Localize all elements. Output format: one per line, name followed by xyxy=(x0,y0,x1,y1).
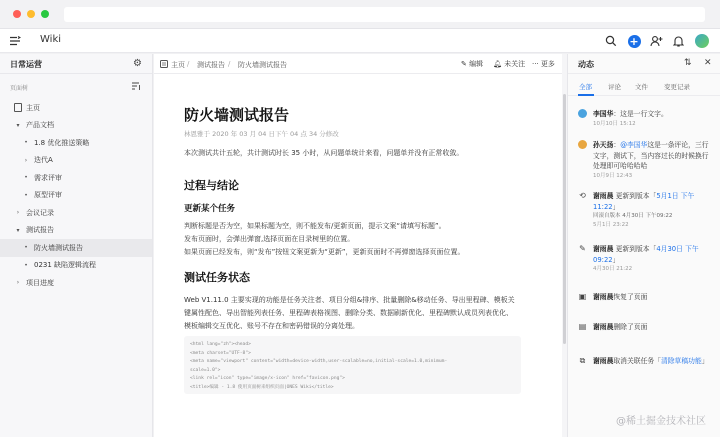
main-content xyxy=(154,54,567,437)
pencil-icon: ✎ xyxy=(461,60,467,68)
code-line: <html lang="zh"><head> xyxy=(190,342,251,347)
page-tree-item[interactable] xyxy=(0,134,152,152)
activity-action: 删除了页面 xyxy=(613,323,648,331)
activity-time: 10月10日 15:12 xyxy=(593,120,636,127)
page-tree-item-label: 测试报告 xyxy=(26,226,54,235)
window-titlebar xyxy=(0,0,720,29)
activity-action: 更新到版本「 xyxy=(615,192,657,200)
comment-text: ：这是一行文字。 xyxy=(613,110,668,118)
tab-comments[interactable]: 评论 xyxy=(608,83,621,91)
left-sidebar xyxy=(0,54,153,437)
page-tree xyxy=(0,99,152,292)
activity-body xyxy=(593,109,715,129)
page-tree-item[interactable] xyxy=(0,204,152,222)
page-tree-item[interactable] xyxy=(0,152,152,170)
section-heading-process: 过程与结论 xyxy=(184,179,239,192)
page-icon xyxy=(14,103,22,112)
breadcrumb-current: 防火墙测试报告 xyxy=(238,61,287,69)
menu-icon[interactable] xyxy=(9,35,21,47)
code-line: scale=1.0"> xyxy=(190,367,221,373)
breadcrumb-home-icon xyxy=(160,60,168,70)
history-icon: ⟲ xyxy=(579,191,586,200)
page-tree-item-label: 0231 缺陷逻辑流程 xyxy=(34,261,97,270)
sort-tree-icon[interactable] xyxy=(132,82,141,92)
version-link[interactable]: 5月1日 下午11:22 xyxy=(593,192,695,211)
restore-page-icon: ▣ xyxy=(578,292,587,301)
chevron-right-icon[interactable]: › xyxy=(16,209,20,217)
activity-body xyxy=(593,292,715,303)
activity-time: 5月1日 23:22 xyxy=(593,222,629,228)
rollback-note: 回滚自版本 4月30日 下午09:22 xyxy=(593,213,673,219)
edit-label: 编辑 xyxy=(469,60,484,68)
page-tree-item[interactable] xyxy=(0,222,152,240)
task-paragraph-line: 如果页面已经发布，则“发布”按钮文案更新为“更新”，更新页面时不再弹窗选择页面位置。 xyxy=(184,248,465,256)
delete-page-icon: ▤ xyxy=(578,322,587,331)
chevron-right-icon[interactable]: › xyxy=(24,156,28,164)
activity-user[interactable]: 李国华 xyxy=(593,110,614,118)
bullet-icon[interactable]: • xyxy=(24,261,28,269)
activity-user[interactable]: 谢雨晨 xyxy=(593,245,614,253)
sort-order-icon[interactable]: ⇅ xyxy=(684,58,692,68)
edit-button[interactable] xyxy=(461,59,483,69)
activity-body xyxy=(593,322,715,333)
bullet-icon[interactable]: • xyxy=(24,191,28,199)
bullet-icon[interactable]: • xyxy=(24,139,28,147)
activity-action: 取消关联任务「 xyxy=(613,357,661,365)
more-button[interactable] xyxy=(532,59,555,69)
bullet-icon[interactable]: • xyxy=(24,244,28,252)
activity-user[interactable]: 谢雨晨 xyxy=(593,357,614,365)
active-tab-indicator xyxy=(578,94,594,96)
page-tree-item-label: 防火墙测试报告 xyxy=(34,243,83,252)
page-tree-item[interactable] xyxy=(0,117,152,135)
page-tree-item-label: 1.8 优化推送策略 xyxy=(34,138,90,147)
more-dots-icon: ··· xyxy=(532,60,539,68)
activity-action-close: 」 xyxy=(612,202,620,211)
page-tree-item-label: 迭代A xyxy=(34,156,53,165)
page-tree-item-label: 主页 xyxy=(26,103,40,112)
page-tree-item-label: 原型评审 xyxy=(34,191,62,200)
page-tree-item[interactable] xyxy=(0,169,152,187)
activity-time: 10月9日 12:43 xyxy=(593,172,633,179)
activity-action: 恢复了页面 xyxy=(613,293,648,301)
follow-button[interactable] xyxy=(493,59,525,69)
page-tree-header xyxy=(0,74,152,94)
maximize-window-button[interactable] xyxy=(41,10,49,18)
avatar-image xyxy=(695,34,709,48)
activity-user[interactable]: 谢雨晨 xyxy=(593,293,614,301)
code-line: <link rel="icon" type="image/x-icon" href="favicon.png"> xyxy=(190,376,345,381)
activity-body xyxy=(593,244,715,274)
activity-tabs xyxy=(568,74,720,96)
page-tree-item[interactable] xyxy=(0,257,152,275)
activity-body xyxy=(593,356,715,367)
task-link[interactable]: 清除草稿功能 xyxy=(660,357,702,365)
chevron-down-icon[interactable]: ▾ xyxy=(16,226,20,234)
scrollbar-thumb[interactable] xyxy=(563,94,566,344)
activity-user[interactable]: 谢雨晨 xyxy=(593,323,614,331)
page-tree-item-label: 产品文档 xyxy=(26,121,54,130)
search-icon[interactable] xyxy=(603,33,619,49)
minimize-window-button[interactable] xyxy=(27,10,35,18)
chevron-down-icon[interactable]: ▾ xyxy=(16,121,20,129)
create-button[interactable] xyxy=(626,33,642,49)
app-header xyxy=(0,29,720,53)
breadcrumb xyxy=(154,54,567,74)
task-paragraph-line: 判断标题是否为空，如果标题为空，则不能发布/更新页面，提示文案“请填写标题”。 xyxy=(184,222,446,230)
breadcrumb-separator: / xyxy=(228,60,231,68)
page-tree-item[interactable] xyxy=(0,187,152,205)
chevron-right-icon[interactable]: › xyxy=(16,279,20,287)
code-line: <meta name="viewport" content="width=device-width,user-scalable=no,initial-scale=1.0,minimum- xyxy=(190,359,448,364)
tab-all[interactable]: 全部 xyxy=(579,83,592,91)
activity-action: 更新到版本「 xyxy=(615,245,657,253)
add-user-icon[interactable] xyxy=(648,33,664,49)
tab-files[interactable]: 文件 xyxy=(635,83,648,91)
status-paragraph-line: 键属性配色、导出智能列表任务、里程碑表格视图、删除分类、数据刷新优化、里程碑默认成员列表优化、 xyxy=(184,309,513,317)
page-tree-label: 页面树 xyxy=(10,85,29,92)
more-label: 更多 xyxy=(540,60,555,68)
subsection-heading-task: 更新某个任务 xyxy=(184,204,236,214)
activity-panel xyxy=(567,54,720,437)
version-link[interactable]: 4月30日 下午09:22 xyxy=(593,245,699,264)
page-tree-item-label: 项目进度 xyxy=(26,278,54,287)
notification-bell-icon[interactable] xyxy=(670,33,686,49)
activity-user[interactable]: 孙天扬 xyxy=(593,141,614,149)
user-avatar[interactable] xyxy=(694,33,710,49)
status-paragraph-line: 模板编辑交互优化、账号不存在和密码错误的分离处理。 xyxy=(184,322,359,330)
page-tree-item[interactable] xyxy=(0,274,152,292)
unlink-task-icon: ⧉ xyxy=(579,356,586,365)
activity-title: 动态 xyxy=(578,60,594,69)
activity-action-close: 」 xyxy=(612,255,620,264)
page-title: 防火墙测试报告 xyxy=(184,106,290,124)
breadcrumb-home[interactable]: 主页 xyxy=(171,61,185,69)
activity-user[interactable]: 谢雨晨 xyxy=(593,192,614,200)
activity-header xyxy=(568,54,720,74)
activity-time: 4月30日 21:22 xyxy=(593,266,633,272)
comment-text: 这是一条评论，三行文字，测试下，当内容过长的时候换行处理即可哈哈哈哈 xyxy=(593,141,709,170)
section-heading-status: 测试任务状态 xyxy=(184,271,250,284)
gear-icon[interactable]: ⚙ xyxy=(133,58,142,69)
plus-icon: + xyxy=(629,34,639,48)
space-title: 日常运营 xyxy=(10,60,42,69)
page-tree-item-label: 会议记录 xyxy=(26,208,54,217)
code-block xyxy=(184,336,521,394)
activity-action-close: 」 xyxy=(701,357,709,365)
code-line: <title>编辑 - 1.8 使用页面树来组织页面|ONES Wiki</title> xyxy=(190,384,334,390)
tab-changelog[interactable]: 变更记录 xyxy=(664,83,690,91)
space-header xyxy=(0,54,152,74)
close-icon[interactable]: ✕ xyxy=(704,58,712,68)
code-line: <meta charset="UTF-8"> xyxy=(190,350,251,356)
task-paragraph-line: 发布页面时，会弹出弹窗,选择页面在目录树里的位置。 xyxy=(184,235,355,243)
activity-body: 孙天扬：@李国华这是一条评论，三行文字，测试下，当内容过长的时候换行处理即可哈哈哈哈 10月9日 12:43 xyxy=(593,140,715,181)
page-tree-item-label: 需求评审 xyxy=(34,173,62,182)
activity-body xyxy=(593,191,715,230)
address-bar[interactable] xyxy=(64,7,705,22)
watermark: @稀土掘金技术社区 xyxy=(616,416,706,427)
page-tree-item[interactable] xyxy=(0,99,152,117)
edit-doc-icon: ✎ xyxy=(579,244,586,253)
close-window-button[interactable] xyxy=(13,10,21,18)
page-meta: 林恩雅于 2020 年 03 月 04 日下午 04 点 34 分修改 xyxy=(184,130,339,138)
breadcrumb-separator: / xyxy=(187,60,190,68)
page-tree-item[interactable] xyxy=(0,239,152,257)
breadcrumb-parent[interactable]: 测试报告 xyxy=(197,61,225,69)
user-avatar xyxy=(578,109,587,118)
bell-icon: 🔔︎ xyxy=(493,60,502,68)
follow-label: 未关注 xyxy=(504,60,526,68)
status-paragraph-line: Web V1.11.0 主要实现的功能是任务关注者、项目分组&排序、批量删除&移动任务、导出里程碑、模板关 xyxy=(184,296,515,304)
app-title: Wiki xyxy=(40,34,62,45)
bullet-icon[interactable]: • xyxy=(24,174,28,182)
intro-paragraph: 本次测试共计五轮，共计测试时长 35 小时，从问题单统计来看，问题单并没有正常收敛。 xyxy=(184,149,464,157)
mention-link[interactable]: @李国华 xyxy=(620,141,648,149)
user-avatar xyxy=(578,140,587,149)
